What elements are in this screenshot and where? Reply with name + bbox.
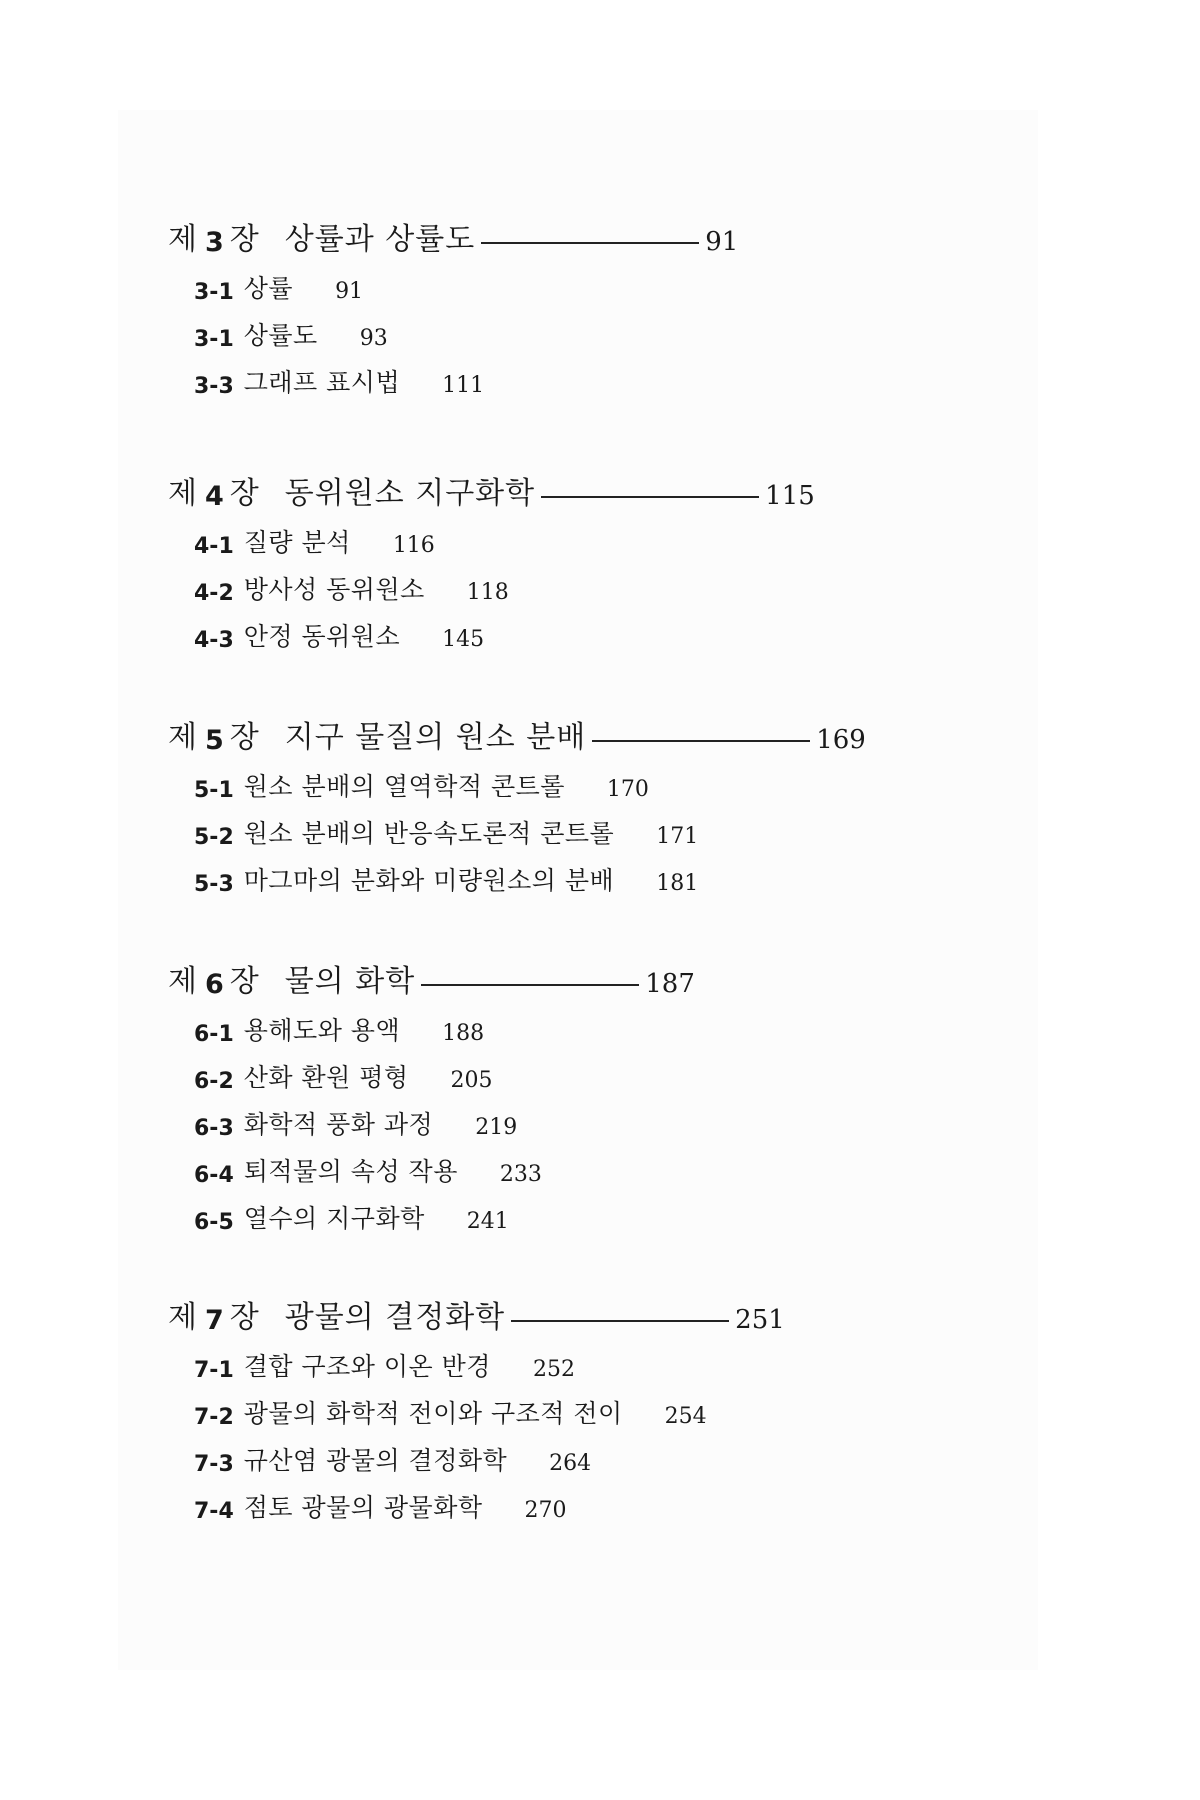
chapter-number: 7 (204, 1305, 224, 1336)
section-title: 열수의 지구화학 (243, 1204, 425, 1233)
section-number: 4-2 (194, 581, 234, 606)
chapter-heading[interactable] (168, 954, 695, 1000)
chapter-page: 187 (645, 969, 695, 999)
section-number: 6-4 (194, 1163, 234, 1188)
chapter-prefix: 제 (168, 222, 197, 257)
section-title: 안정 동위원소 (243, 622, 401, 651)
section-title: 퇴적물의 속성 작용 (243, 1157, 458, 1186)
chapter-prefix: 제 (168, 476, 197, 511)
section-entry[interactable] (168, 850, 866, 897)
section-entry[interactable] (168, 1047, 695, 1094)
chapter-6 (168, 954, 695, 1235)
section-title: 원소 분배의 반응속도론적 콘트롤 (243, 819, 615, 848)
chapter-number: 4 (204, 481, 224, 512)
chapter-page: 251 (735, 1305, 785, 1335)
section-page: 116 (392, 533, 435, 558)
section-entry[interactable] (168, 1188, 695, 1235)
section-number: 5-2 (194, 825, 234, 850)
chapter-title: 동위원소 지구화학 (284, 476, 536, 511)
chapter-3 (168, 212, 738, 399)
chapter-heading[interactable] (168, 710, 866, 756)
section-title: 질량 분석 (243, 528, 351, 557)
section-number: 6-2 (194, 1069, 234, 1094)
section-page: 205 (450, 1068, 493, 1093)
dot-leader (421, 984, 639, 986)
chapter-page: 115 (765, 481, 815, 511)
section-entry[interactable] (168, 756, 866, 803)
chapter-prefix: 제 (168, 720, 197, 755)
section-page: 181 (656, 871, 699, 896)
section-number: 4-1 (194, 534, 234, 559)
section-title: 규산염 광물의 결정화학 (243, 1446, 508, 1475)
section-page: 111 (442, 373, 485, 398)
chapter-title: 물의 화학 (284, 964, 416, 999)
section-number: 3-3 (194, 374, 234, 399)
section-number: 6-5 (194, 1210, 234, 1235)
section-number: 7-1 (194, 1358, 234, 1383)
section-page: 252 (532, 1357, 575, 1382)
section-page: 93 (359, 326, 388, 351)
section-entry[interactable] (168, 1000, 695, 1047)
chapter-title: 상률과 상률도 (284, 222, 476, 257)
section-title: 결합 구조와 이온 반경 (243, 1352, 491, 1381)
section-page: 270 (524, 1498, 567, 1523)
chapter-title: 광물의 결정화학 (284, 1300, 506, 1335)
section-title: 점토 광물의 광물화학 (243, 1493, 483, 1522)
section-entry[interactable] (168, 1383, 785, 1430)
section-title: 광물의 화학적 전이와 구조적 전이 (243, 1399, 623, 1428)
section-title: 용해도와 용액 (243, 1016, 401, 1045)
chapter-prefix: 제 (168, 964, 197, 999)
section-page: 118 (466, 580, 509, 605)
section-page: 145 (442, 627, 485, 652)
section-page: 91 (335, 279, 364, 304)
chapter-4 (168, 466, 815, 653)
section-entry[interactable] (168, 1430, 785, 1477)
section-title: 화학적 풍화 과정 (243, 1110, 434, 1139)
chapter-prefix: 제 (168, 1300, 197, 1335)
chapter-5 (168, 710, 866, 897)
chapter-title: 지구 물질의 원소 분배 (284, 720, 587, 755)
section-title: 그래프 표시법 (243, 368, 401, 397)
section-page: 241 (466, 1209, 509, 1234)
section-number: 3-1 (194, 327, 234, 352)
section-entry[interactable] (168, 803, 866, 850)
section-page: 219 (475, 1115, 518, 1140)
chapter-7 (168, 1290, 785, 1524)
chapter-heading[interactable] (168, 466, 815, 512)
section-number: 7-4 (194, 1499, 234, 1524)
chapter-suffix: 장 (229, 476, 259, 511)
chapter-suffix: 장 (229, 720, 259, 755)
chapter-number: 5 (204, 725, 224, 756)
section-entry[interactable] (168, 258, 738, 305)
section-title: 마그마의 분화와 미량원소의 분배 (243, 866, 615, 895)
chapter-page: 169 (816, 725, 866, 755)
chapter-heading[interactable] (168, 212, 738, 258)
section-title: 상률도 (243, 321, 318, 350)
section-page: 264 (549, 1451, 592, 1476)
chapter-suffix: 장 (229, 1300, 259, 1335)
section-number: 6-1 (194, 1022, 234, 1047)
dot-leader (541, 496, 759, 498)
dot-leader (481, 242, 699, 244)
section-entry[interactable] (168, 559, 815, 606)
section-entry[interactable] (168, 352, 738, 399)
section-page: 170 (606, 777, 649, 802)
section-number: 3-1 (194, 280, 234, 305)
section-number: 4-3 (194, 628, 234, 653)
chapter-number: 3 (204, 227, 224, 258)
section-entry[interactable] (168, 512, 815, 559)
section-entry[interactable] (168, 1336, 785, 1383)
section-page: 254 (664, 1404, 707, 1429)
section-page: 171 (656, 824, 699, 849)
section-title: 방사성 동위원소 (243, 575, 425, 604)
section-title: 산화 환원 평형 (243, 1063, 409, 1092)
chapter-page: 91 (705, 227, 739, 257)
section-page: 233 (499, 1162, 542, 1187)
section-number: 5-3 (194, 872, 234, 897)
section-title: 원소 분배의 열역학적 콘트롤 (243, 772, 565, 801)
section-number: 6-3 (194, 1116, 234, 1141)
section-number: 5-1 (194, 778, 234, 803)
chapter-heading[interactable] (168, 1290, 785, 1336)
section-title: 상률 (243, 274, 294, 303)
section-entry[interactable] (168, 606, 815, 653)
chapter-suffix: 장 (229, 222, 259, 257)
chapter-suffix: 장 (229, 964, 259, 999)
section-entry[interactable] (168, 305, 738, 352)
chapter-number: 6 (204, 969, 224, 1000)
section-number: 7-2 (194, 1405, 234, 1430)
section-entry[interactable] (168, 1141, 695, 1188)
dot-leader (592, 740, 810, 742)
section-number: 7-3 (194, 1452, 234, 1477)
dot-leader (511, 1320, 729, 1322)
section-entry[interactable] (168, 1094, 695, 1141)
section-entry[interactable] (168, 1477, 785, 1524)
section-page: 188 (442, 1021, 485, 1046)
